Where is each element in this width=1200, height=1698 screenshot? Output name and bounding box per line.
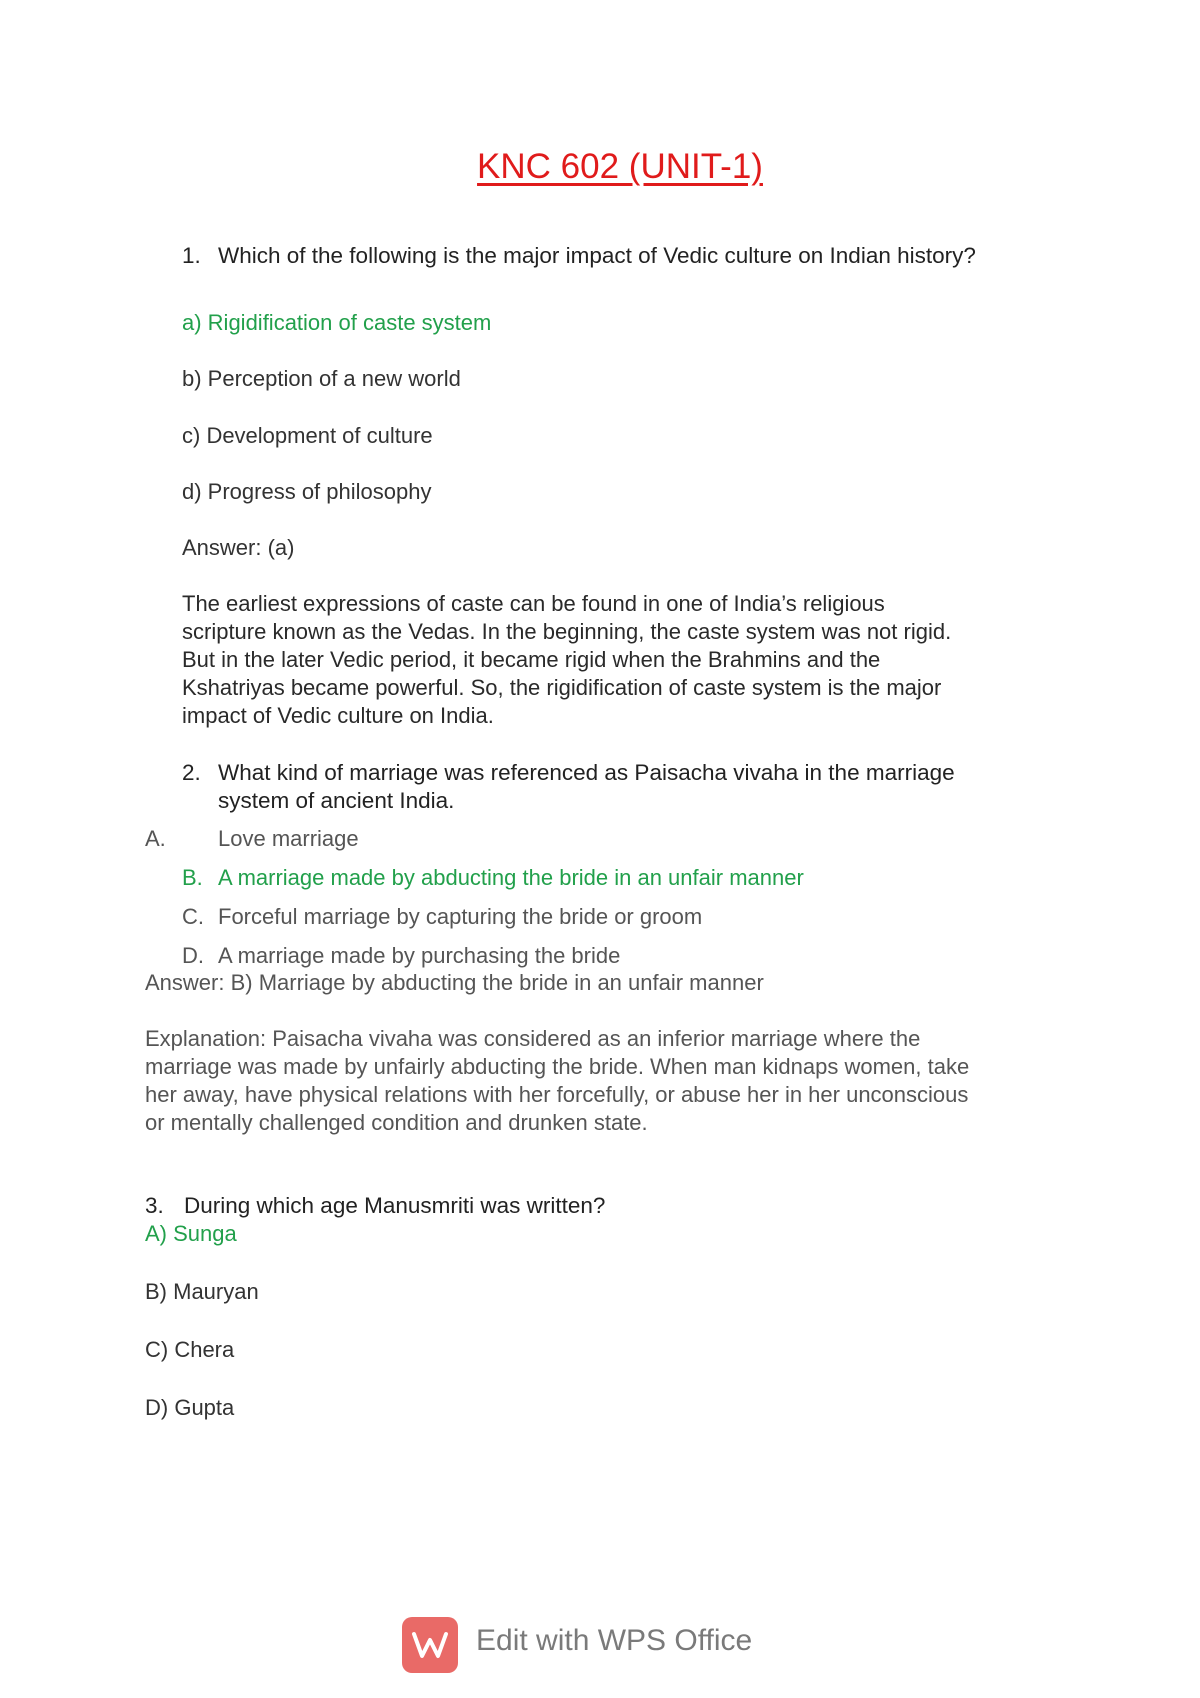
q3-option-b: B) Mauryan bbox=[145, 1279, 259, 1304]
q2-option-text: Love marriage bbox=[218, 826, 359, 851]
q3-option-a: A) Sunga bbox=[145, 1221, 237, 1246]
q1-explanation-line: But in the later Vedic period, it became rigid when the Brahmins and the bbox=[182, 647, 881, 672]
q2-explanation-line: or mentally challenged condition and drunken state. bbox=[145, 1110, 648, 1135]
q2-option-text: Forceful marriage by capturing the bride or groom bbox=[218, 904, 703, 929]
q1-option-d: d) Progress of philosophy bbox=[182, 479, 432, 504]
q2-option-a bbox=[145, 826, 359, 852]
wps-w-glyph-icon bbox=[411, 1630, 449, 1660]
q2-answer: Answer: B) Marriage by abducting the bride in an unfair manner bbox=[145, 970, 764, 995]
q1-explanation-line: The earliest expressions of caste can be found in one of India’s religious bbox=[182, 591, 885, 616]
q2-option-letter: C. bbox=[182, 904, 204, 929]
q1-option-a: a) Rigidification of caste system bbox=[182, 310, 492, 335]
wps-logo-icon[interactable] bbox=[402, 1617, 458, 1673]
q2-explanation-line: marriage was made by unfairly abducting the bride. When man kidnaps women, take bbox=[145, 1054, 970, 1079]
q2-explanation bbox=[145, 1025, 1105, 1137]
question-3 bbox=[145, 1193, 605, 1219]
question-2-text-line: system of ancient India. bbox=[218, 788, 455, 813]
q2-option-text: A marriage made by purchasing the bride bbox=[218, 943, 621, 968]
q3-option-c: C) Chera bbox=[145, 1337, 235, 1362]
question-1-number: 1. bbox=[182, 243, 201, 268]
q2-option-letter: D. bbox=[182, 943, 204, 968]
q2-option-b bbox=[182, 865, 804, 891]
q1-answer: Answer: (a) bbox=[182, 535, 295, 560]
q1-explanation bbox=[182, 590, 1082, 730]
q1-explanation-line: impact of Vedic culture on India. bbox=[182, 703, 494, 728]
question-3-number: 3. bbox=[145, 1193, 164, 1218]
q1-option-b: b) Perception of a new world bbox=[182, 366, 461, 391]
question-2-text-line: What kind of marriage was referenced as Paisacha vivaha in the marriage bbox=[218, 760, 955, 785]
q2-explanation-line: Explanation: Paisacha vivaha was considered as an inferior marriage where the bbox=[145, 1026, 921, 1051]
q1-option-c: c) Development of culture bbox=[182, 423, 433, 448]
question-1-text: Which of the following is the major impact of Vedic culture on Indian history? bbox=[218, 243, 976, 268]
q3-option-d: D) Gupta bbox=[145, 1395, 235, 1420]
q2-option-letter: A. bbox=[145, 826, 166, 851]
wps-edit-link[interactable]: Edit with WPS Office bbox=[476, 1624, 753, 1657]
question-2 bbox=[182, 759, 955, 815]
question-1 bbox=[182, 243, 976, 269]
question-3-text: During which age Manusmriti was written? bbox=[184, 1193, 606, 1218]
page-title: KNC 602 (UNIT-1) bbox=[477, 147, 763, 186]
question-2-number: 2. bbox=[182, 760, 201, 785]
q1-explanation-line: scripture known as the Vedas. In the beginning, the caste system was not rigid. bbox=[182, 619, 952, 644]
q1-explanation-line: Kshatriyas became powerful. So, the rigidification of caste system is the major bbox=[182, 675, 942, 700]
q2-option-d bbox=[182, 943, 620, 969]
q2-option-c bbox=[182, 904, 702, 930]
q2-option-letter: B. bbox=[182, 865, 203, 890]
q2-explanation-line: her away, have physical relations with her forcefully, or abuse her in her unconscious bbox=[145, 1082, 969, 1107]
q2-option-text: A marriage made by abducting the bride in an unfair manner bbox=[218, 865, 804, 890]
